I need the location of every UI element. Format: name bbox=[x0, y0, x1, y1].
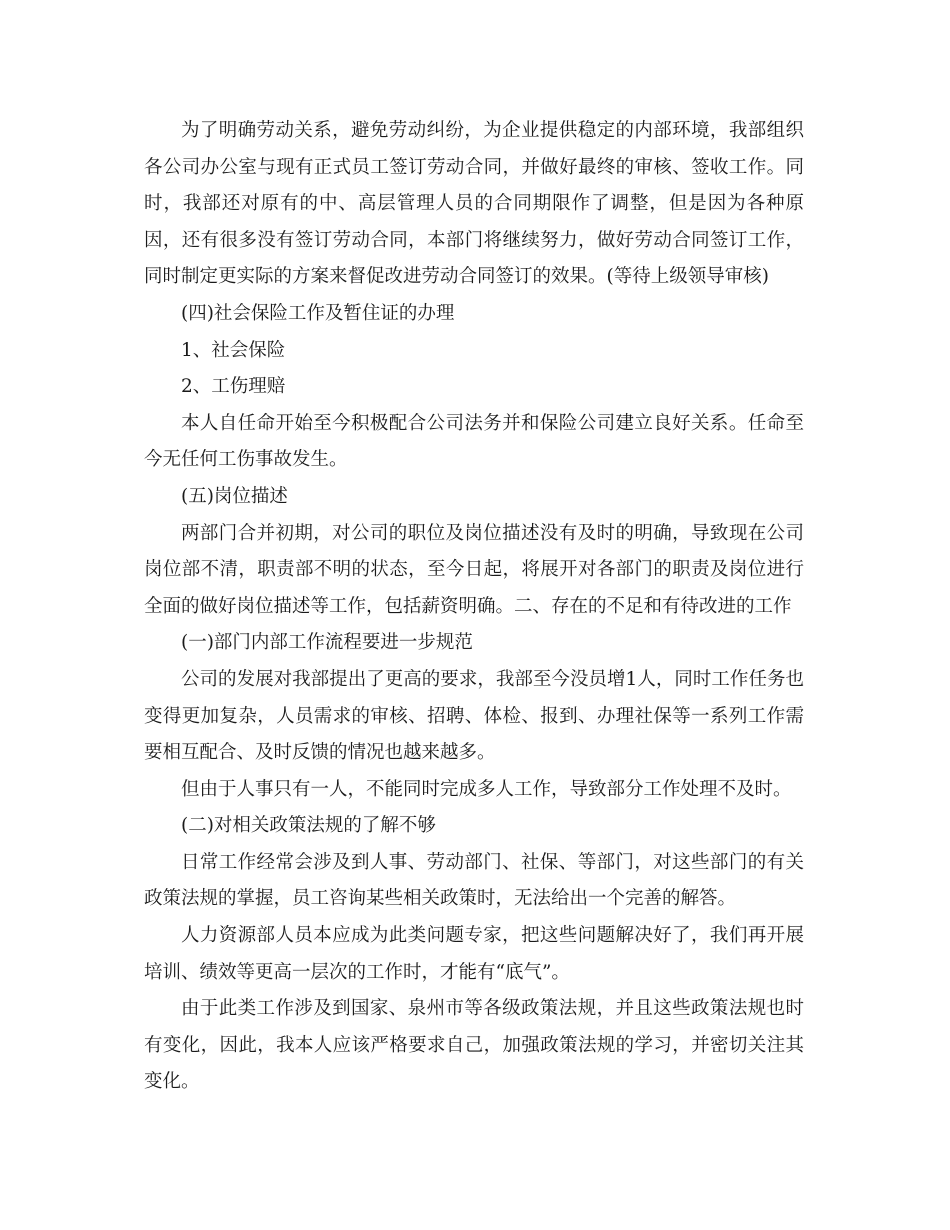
paragraph-staffing: 但由于人事只有一人，不能同时完成多人工作，导致部分工作处理不及时。 bbox=[181, 778, 792, 800]
paragraph-policy-study: 由于此类工作涉及到国家、泉州市等各级政策法规，并且这些政策法规也时有变化，因此，我本人应该严格要求自己，加强政策法规的学习，并密切关注其变化。 bbox=[144, 998, 804, 1093]
paragraph-labor-contract: 为了明确劳动关系，避免劳动纠纷，为企业提供稳定的内部环境，我部组织各公司办公室与现有正式员工签订劳动合同，并做好最终的审核、签收工作。同时，我部还对原有的中、高层管理人员的合同期限作了调整，但是因为各种原因，还有很多没有签订劳动合同，本部门将继续努力，做好劳动合同签订工作，同时制定更实际的方案来督促改进劳动合同签订的效果。(等待上级领导审核) bbox=[144, 120, 804, 288]
paragraph-policy-knowledge: 日常工作经常会涉及到人事、劳动部门、社保、等部门，对这些部门的有关政策法规的掌握，员工咨询某些相关政策时，无法给出一个完善的解答。 bbox=[144, 851, 804, 910]
heading-workflow: (一)部门内部工作流程要进一步规范 bbox=[181, 632, 473, 654]
paragraph-workflow: 公司的发展对我部提出了更高的要求，我部至今没员增1人，同时工作任务也变得更加复杂，人员需求的审核、招聘、体检、报到、办理社保等一系列工作需要相互配合、及时反馈的情况也越来越多。 bbox=[144, 668, 804, 764]
document-page bbox=[144, 113, 804, 1101]
heading-job-description: (五)岗位描述 bbox=[181, 485, 288, 507]
item-injury-claims: 2、工伤理赔 bbox=[181, 376, 286, 398]
paragraph-job-description: 两部门合并初期，对公司的职位及岗位描述没有及时的明确，导致现在公司岗位部不清，职责部不明的状态，至今日起，将展开对各部门的职责及岗位进行全面的做好岗位描述等工作，包括薪资明确。二、存在的不足和有待改进的工作 bbox=[144, 522, 804, 617]
heading-social-insurance-section: (四)社会保险工作及暂住证的办理 bbox=[181, 302, 455, 324]
heading-policy-knowledge: (二)对相关政策法规的了解不够 bbox=[181, 815, 436, 837]
paragraph-hr-expertise: 人力资源部人员本应成为此类问题专家，把这些问题解决好了，我们再开展培训、绩效等更高一层次的工作时，才能有“底气”。 bbox=[144, 925, 804, 983]
paragraph-injury-record: 本人自任命开始至今积极配合公司法务并和保险公司建立良好关系。任命至今无任何工伤事故发生。 bbox=[144, 412, 804, 471]
item-social-insurance: 1、社会保险 bbox=[181, 339, 286, 361]
